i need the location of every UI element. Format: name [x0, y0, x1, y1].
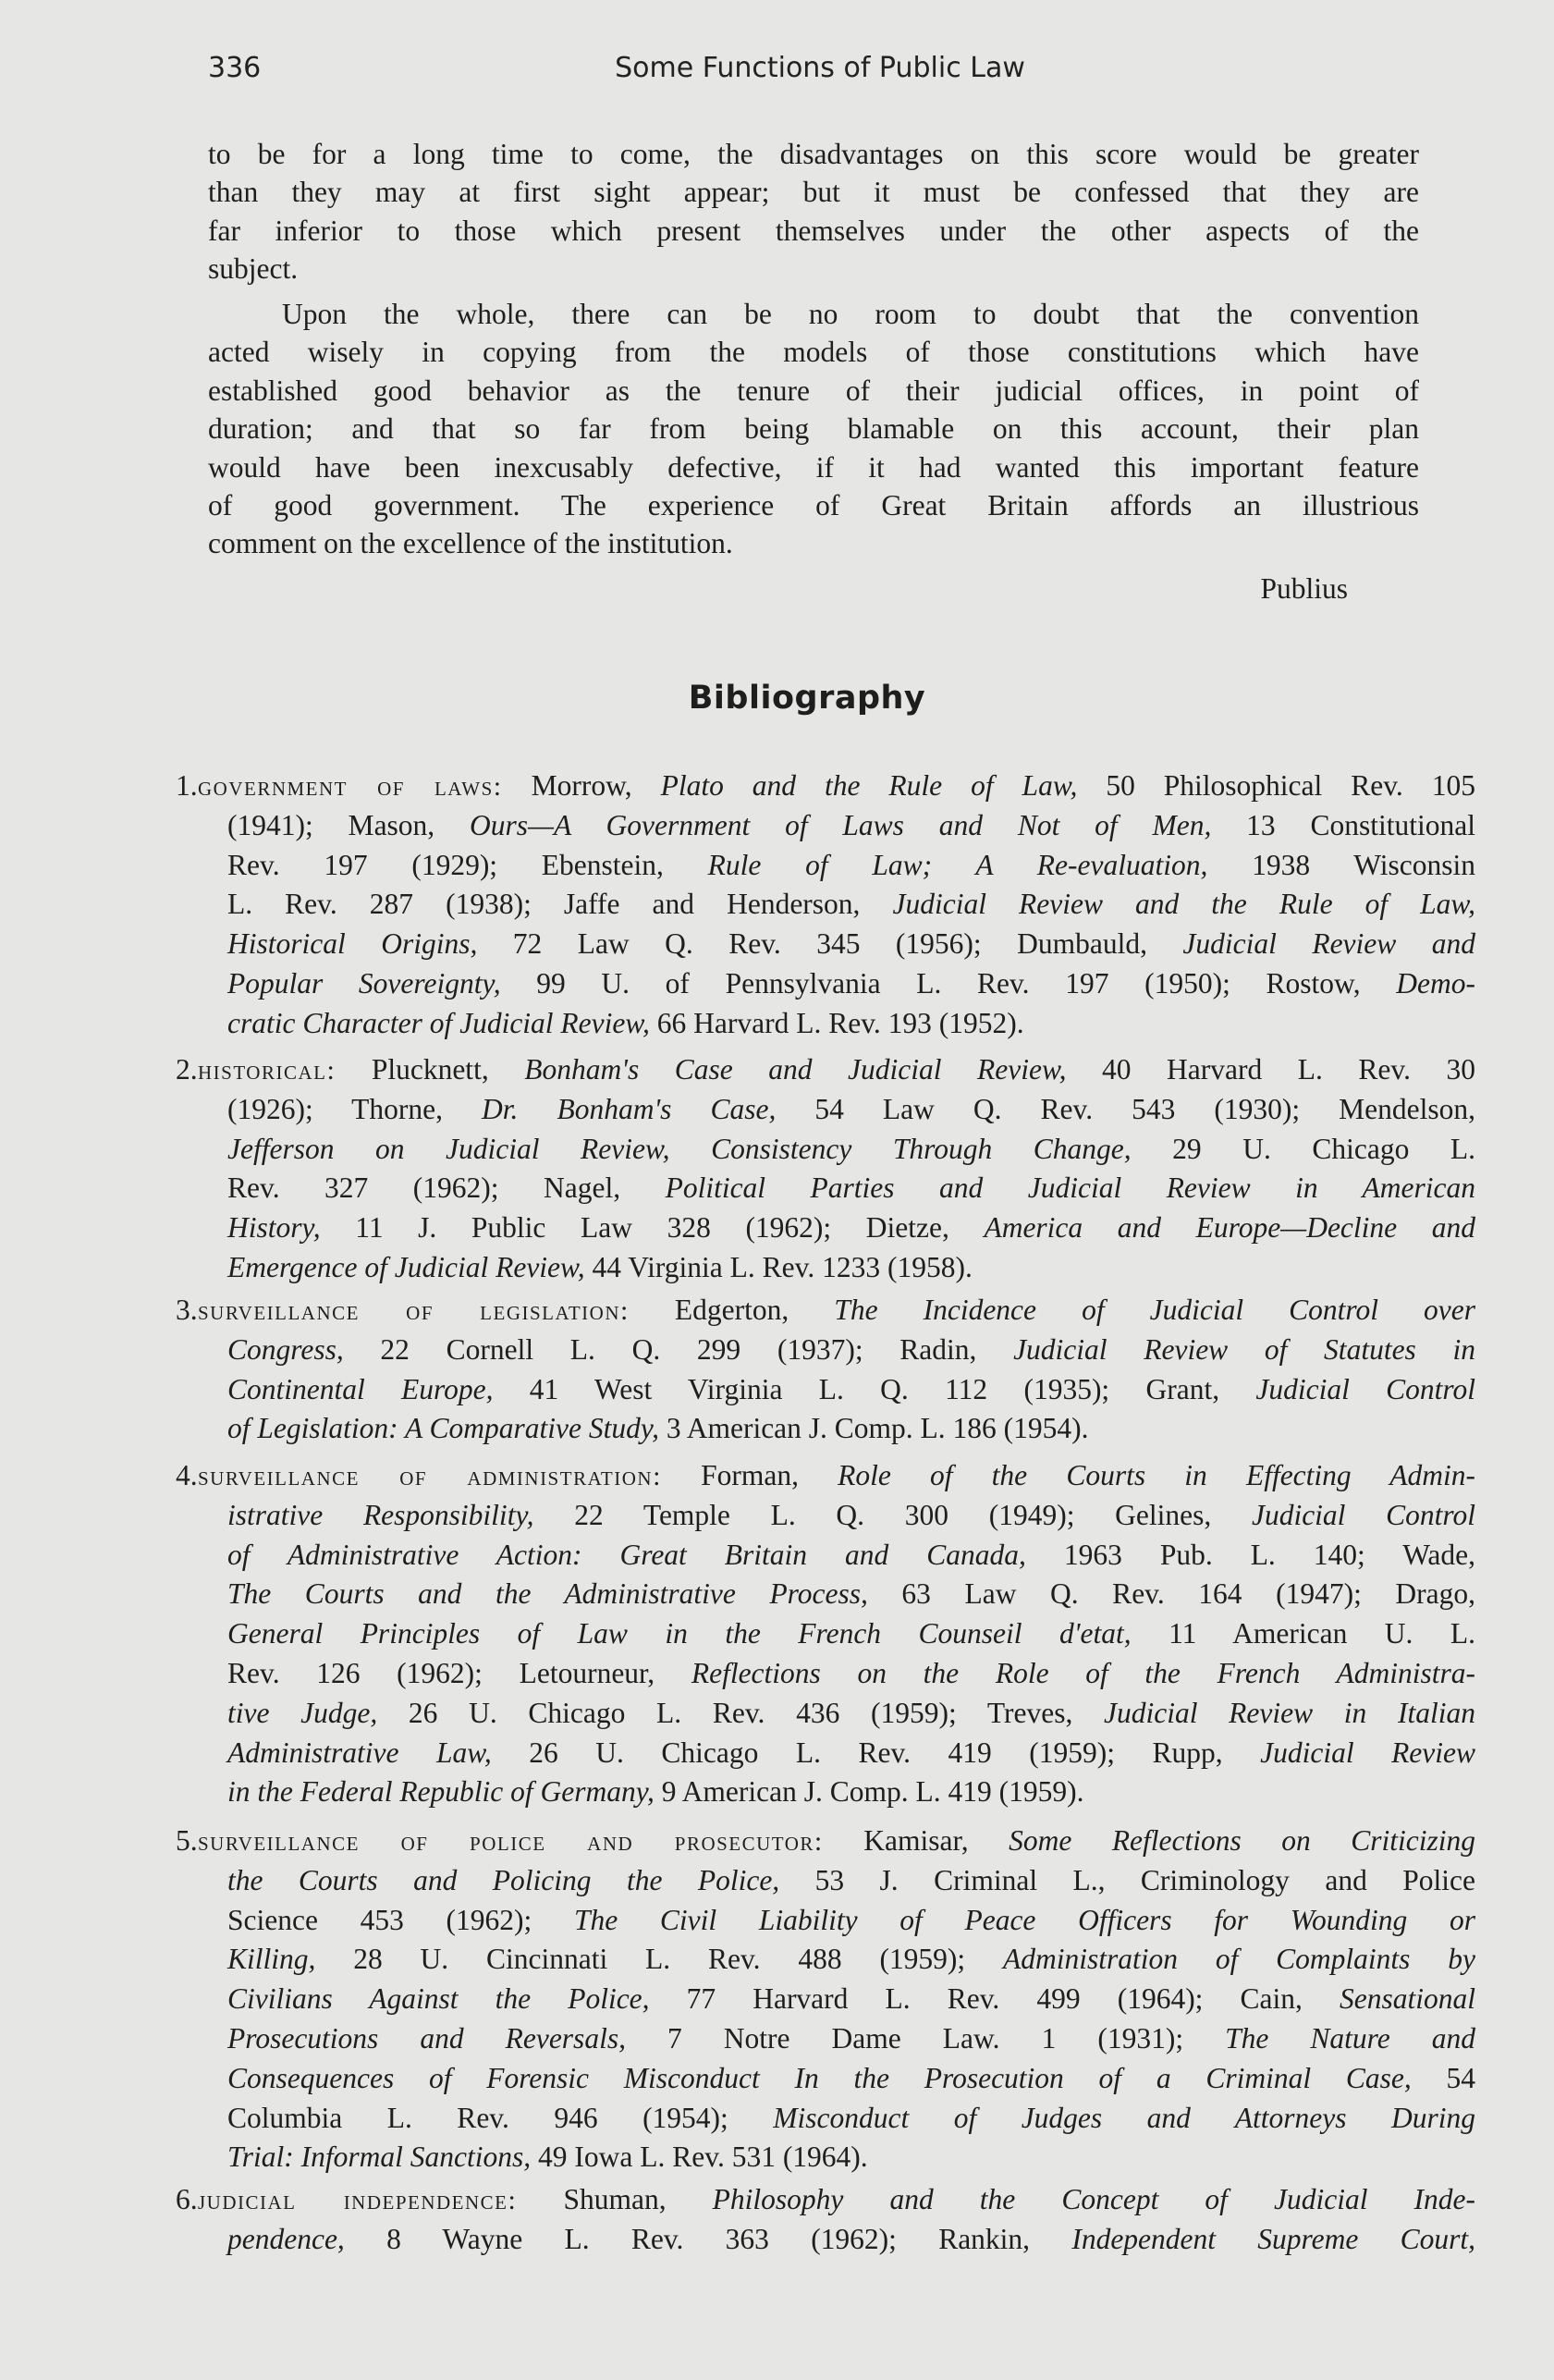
bibliography-heading: Bibliography [688, 680, 926, 717]
text-line [227, 1130, 1475, 1169]
italic-title: Judicial Review and [1182, 927, 1475, 961]
text-line [227, 1004, 1475, 1043]
italic-title: Historical Origins, [227, 927, 478, 961]
page-number: 336 [208, 52, 262, 84]
entry-number: 2. [176, 1053, 198, 1086]
entry-category-label: surveillance of legislation: [198, 1295, 630, 1326]
text-run: 3 American J. Comp. L. 186 (1954). [658, 1412, 1089, 1445]
text-line [227, 1654, 1475, 1693]
entry-number: 3. [176, 1294, 198, 1326]
text-line [227, 1331, 1475, 1369]
text-line [208, 212, 1419, 251]
italic-title: Political Parties and Judicial Review in American [665, 1172, 1475, 1205]
text-run: 22 Cornell L. Q. 299 (1937); Radin, [343, 1332, 1014, 1366]
italic-title: Judicial Review of Statutes in [1013, 1332, 1475, 1366]
text-line [208, 372, 1419, 411]
text-line [227, 806, 1475, 845]
entry-category-label: surveillance of police and prosecutor: [198, 1826, 824, 1857]
text-line [227, 964, 1475, 1003]
italic-title: The Courts and the Administrative Process, [227, 1577, 868, 1611]
text-line [198, 1050, 1475, 1089]
text-line [208, 524, 1419, 563]
italic-title: Congress, [227, 1332, 344, 1366]
text-line [227, 1575, 1475, 1613]
italic-title: Role of the Courts in Effecting Admin- [838, 1459, 1475, 1491]
text-run: 11 American U. L. [1131, 1617, 1475, 1650]
text-run: comment on the excellence of the institution. [208, 527, 733, 560]
italic-title: America and Europe—Decline and [984, 1211, 1475, 1245]
italic-title: The Nature and [1225, 2022, 1475, 2055]
text-line [227, 925, 1475, 963]
text-line [227, 1773, 1475, 1811]
running-title: Some Functions of Public Law [615, 52, 1025, 84]
italic-title: Sensational [1340, 1982, 1475, 2016]
text-run: 1963 Pub. L. 140; Wade, [1025, 1538, 1475, 1571]
text-line [208, 333, 1419, 372]
text-line [208, 250, 1419, 288]
text-run: established good behavior as the tenure of their judicial offices, in point of [208, 374, 1419, 407]
text-line [208, 135, 1419, 174]
text-run: far inferior to those which present themselves under the other aspects of the [208, 214, 1419, 247]
italic-title: Continental Europe, [227, 1372, 494, 1405]
italic-title: Philosophy and the Concept of Judicial Inde- [712, 2183, 1475, 2215]
entry-number: 4. [176, 1459, 198, 1491]
italic-title: Dr. Bonham's Case, [482, 1092, 777, 1125]
text-line [227, 1208, 1475, 1247]
italic-title: Administrative Law, [227, 1736, 492, 1769]
text-run: 77 Harvard L. Rev. 499 (1964); Cain, [649, 1982, 1340, 2016]
text-run: 9 American J. Comp. L. 419 (1959). [654, 1775, 1084, 1809]
text-run: Science 453 (1962); [227, 1903, 574, 1936]
entry-number: 5. [176, 1824, 198, 1857]
text-line [227, 1536, 1475, 1575]
italic-title: Bonham's Case and Judicial Review, [524, 1053, 1067, 1086]
text-line [227, 2220, 1475, 2259]
text-run: than they may at first sight appear; but it must be confessed that they are [208, 176, 1419, 209]
text-run: 11 J. Public Law 328 (1962); Dietze, [320, 1211, 985, 1245]
text-run: of good government. The experience of Great Britain affords an illustrious [208, 489, 1419, 521]
italic-title: istrative Responsibility, [227, 1498, 534, 1531]
text-line [227, 2099, 1475, 2138]
text-run: (1941); Mason, [227, 808, 471, 841]
text-run: 72 Law Q. Rev. 345 (1956); Dumbauld, [477, 927, 1183, 961]
italic-title: Plato and the Rule of Law, [660, 769, 1078, 802]
text-line [227, 1370, 1475, 1409]
text-run: 26 U. Chicago L. Rev. 419 (1959); Rupp, [491, 1736, 1261, 1769]
text-run: 44 Virginia L. Rev. 1233 (1958). [584, 1251, 973, 1283]
text-line [227, 1861, 1475, 1900]
text-line [198, 2180, 1475, 2219]
text-line [227, 1940, 1475, 1979]
text-run: L. Rev. 287 (1938); Jaffe and Henderson, [227, 888, 893, 921]
text-run: 49 Iowa L. Rev. 531 (1964). [531, 2141, 868, 2174]
text-run: Rev. 126 (1962); Letourneur, [227, 1657, 691, 1689]
text-line [198, 1456, 1475, 1495]
italic-title: Misconduct of Judges and Attorneys During [773, 2101, 1475, 2134]
italic-title: General Principles of Law in the French Counseil d'etat, [227, 1617, 1132, 1650]
text-line [227, 885, 1475, 924]
text-line [208, 410, 1419, 448]
text-line [198, 767, 1475, 805]
text-run: Rev. 327 (1962); Nagel, [227, 1172, 666, 1205]
text-run: subject. [208, 252, 299, 286]
italic-title: History, [227, 1211, 321, 1245]
text-run: Edgerton, [674, 1294, 835, 1326]
text-line [208, 486, 1419, 525]
entry-category-label: judicial independence: [198, 2185, 518, 2215]
text-run: 53 J. Criminal L., Criminology and Police [779, 1863, 1475, 1896]
text-line [198, 1291, 1475, 1330]
text-run: Forman, [701, 1459, 838, 1491]
italic-title: Civilians Against the Police, [227, 1982, 650, 2016]
text-run: Columbia L. Rev. 946 (1954); [227, 2101, 774, 2134]
italic-title: Judicial Control [1251, 1498, 1475, 1531]
italic-title: Jefferson on Judicial Review, Consistency Through Change, [227, 1132, 1132, 1165]
italic-title: Independent Supreme Court, [1071, 2222, 1475, 2255]
text-line [227, 2138, 1475, 2177]
italic-title: Emergence of Judicial Review, [227, 1251, 585, 1283]
text-run: 54 Law Q. Rev. 543 (1930); Mendelson, [776, 1092, 1475, 1125]
text-line [282, 295, 1419, 334]
text-line [227, 1614, 1475, 1653]
italic-title: Demo- [1396, 967, 1475, 1000]
text-line [227, 1901, 1475, 1940]
italic-title: Ours—A Government of Laws and Not of Men, [470, 808, 1212, 841]
entry-category-label: historical: [198, 1055, 336, 1086]
italic-title: Killing, [227, 1943, 316, 1976]
text-line [227, 1248, 1475, 1287]
text-run: acted wisely in copying from the models of those constitutions which have [208, 336, 1419, 369]
italic-title: tive Judge, [227, 1696, 378, 1729]
italic-title: The Incidence of Judicial Control over [834, 1294, 1476, 1326]
text-run: 63 Law Q. Rev. 164 (1947); Drago, [867, 1577, 1475, 1611]
text-line [227, 1734, 1475, 1773]
text-run: 99 U. of Pennsylvania L. Rev. 197 (1950); Rostow, [500, 967, 1397, 1000]
entry-number: 6. [176, 2183, 198, 2215]
text-line [227, 1980, 1475, 2018]
italic-title: Reflections on the Role of the French Administra- [691, 1657, 1475, 1689]
italic-title: Administration of Complaints by [1003, 1943, 1475, 1976]
text-line [208, 448, 1419, 487]
italic-title: Some Reflections on Criticizing [1009, 1824, 1476, 1857]
text-line [227, 846, 1475, 885]
text-run: (1926); Thorne, [227, 1092, 483, 1125]
italic-title: The Civil Liability of Peace Officers for Wounding or [573, 1903, 1475, 1936]
text-run: Shuman, [563, 2183, 713, 2215]
text-run: 29 U. Chicago L. [1131, 1132, 1475, 1165]
text-run: 7 Notre Dame Law. 1 (1931); [625, 2022, 1226, 2055]
text-run: Kamisar, [863, 1824, 1009, 1857]
italic-title: Popular Sovereignty, [227, 967, 501, 1000]
text-line [227, 1409, 1475, 1448]
italic-title: Rule of Law; A Re-evaluation, [707, 848, 1208, 881]
text-line [227, 1496, 1475, 1535]
text-run: 28 U. Cincinnati L. Rev. 488 (1959); [315, 1943, 1003, 1976]
text-run: 41 West Virginia L. Q. 112 (1935); Grant, [493, 1372, 1256, 1405]
text-run: 22 Temple L. Q. 300 (1949); Gelines, [533, 1498, 1252, 1531]
italic-title: in the Federal Republic of Germany, [227, 1775, 655, 1809]
italic-title: of Legislation: A Comparative Study, [227, 1412, 659, 1445]
text-run: duration; and that so far from being blamable on this account, their plan [208, 412, 1419, 446]
text-run: 8 Wayne L. Rev. 363 (1962); Rankin, [344, 2222, 1072, 2255]
text-run: 40 Harvard L. Rev. 30 [1066, 1053, 1475, 1086]
text-run: Plucknett, [371, 1053, 525, 1086]
text-line [198, 1822, 1475, 1860]
italic-title: cratic Character of Judicial Review, [227, 1006, 650, 1039]
italic-title: Judicial Review and the Rule of Law, [892, 888, 1475, 921]
text-line [227, 1169, 1475, 1208]
italic-title: Judicial Review [1260, 1736, 1476, 1769]
signature: Publius [1260, 572, 1348, 605]
entry-category-label: surveillance of administration: [198, 1461, 662, 1491]
text-run: 66 Harvard L. Rev. 193 (1952). [649, 1006, 1024, 1039]
text-run: Rev. 197 (1929); Ebenstein, [227, 848, 708, 881]
italic-title: Trial: Informal Sanctions, [227, 2141, 532, 2174]
text-line [227, 1090, 1475, 1129]
text-run: 50 Philosophical Rev. 105 [1077, 769, 1475, 802]
italic-title: of Administrative Action: Great Britain and Canada, [227, 1538, 1026, 1571]
italic-title: Judicial Control [1255, 1372, 1475, 1405]
text-run: 54 [1411, 2061, 1475, 2094]
text-run: 13 Constitutional [1211, 808, 1476, 841]
text-line [227, 1694, 1475, 1733]
text-run: to be for a long time to come, the disadvantages on this score would be greater [208, 138, 1419, 170]
text-run: Upon the whole, there can be no room to doubt that the convention [282, 298, 1419, 330]
text-line [227, 2019, 1475, 2058]
text-run: 1938 Wisconsin [1207, 848, 1475, 881]
entry-category-label: government of laws: [198, 771, 503, 802]
italic-title: Prosecutions and Reversals, [227, 2022, 626, 2055]
text-line [227, 2059, 1475, 2098]
italic-title: pendence, [227, 2222, 345, 2255]
italic-title: Judicial Review in Italian [1104, 1696, 1475, 1729]
text-run: would have been inexcusably defective, if it had wanted this important feature [208, 450, 1419, 484]
entry-number: 1. [176, 769, 198, 802]
text-run: 26 U. Chicago L. Rev. 436 (1959); Treves, [377, 1696, 1105, 1729]
text-line [208, 173, 1419, 212]
text-run: Morrow, [531, 769, 661, 802]
italic-title: the Courts and Policing the Police, [227, 1863, 780, 1896]
italic-title: Consequences of Forensic Misconduct In the Prosecution of a Criminal Case, [227, 2061, 1412, 2094]
